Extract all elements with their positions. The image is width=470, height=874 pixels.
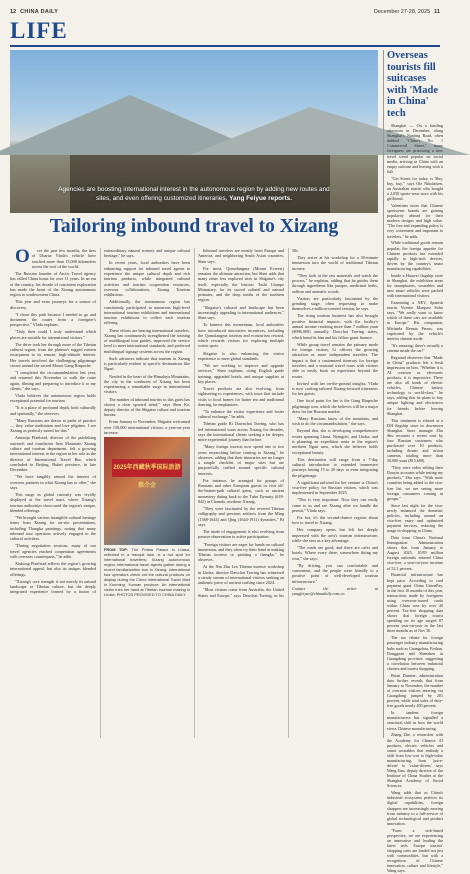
article-paragraph: The rising tourism business has also brought positive financial impacts, with the facility's annual income reaching more than 7 million yuan ($996,000) annually. Dawchai Tsering states, which benefits him and his fellow grant finance. — [292, 313, 378, 340]
page-number-left: 12 — [10, 9, 17, 15]
hero-photo — [10, 50, 378, 213]
page-number-right: 11 — [434, 9, 440, 15]
photo-credit: PHOTOS PROVIDED TO CHINA DAILY — [116, 591, 186, 597]
section-rule — [10, 45, 440, 47]
sidebar-paragraph: Since last night for the visa-newly enhanced the domestic policies, including around an visa-free entry and optimized payment services, reducing the usage in shopping in China. — [387, 502, 443, 534]
sidebar-paragraph: Data from China's National Immigration Administration shows that from January to August 2025, 10.89 million foreign nationals entered China visa-free, a year-on-year increase of 52.1 percent. — [387, 534, 443, 571]
hero-standfirst-text: Agencies are boosting international interest in the autonomous region by adding new routes and sites, and even offering customized itineraries, — [58, 186, 330, 202]
article-paragraph: "We are working to improve and upgrade services," Shen explains, citing English guide training, upgraded hotels, and unique supplies at key places. — [198, 362, 284, 384]
article-paragraph: The number of inbound tourists to this gates has shown a clear upward trend," says Shen Ke, deputy director of the Shigatse culture and tourism bureau. — [104, 396, 190, 418]
article-paragraph: Beyond that, she is developing comprehensive routes spanning Lhasa, Nyingchi, and Lhoka, and is planning an expedition route to the region's northern Ngari area, which she believes holds exceptional beauty. — [292, 428, 378, 455]
sidebar-paragraph: Valentines notes that Chinese sportswear brands are gaining popularity abroad for their modern designs and high value. "The free and expanding policy is very convenient and important to travelers," he adds. — [387, 203, 443, 239]
article-paragraph: Travel products are also evolving, from sightseeing to experiences, with tours that include visits to local homes for butter tea and traditional dancing, he emphasizes. — [198, 385, 284, 407]
article-paragraph: Vlada believes the autonomous region holds exceptional potential for tourism. — [10, 393, 96, 404]
photo-caption-label: FROM TOP: — [104, 547, 129, 553]
article-paragraph: "Xizang's core strength is not merely its natural landscape or Tibetan culture, but the deeply integrated experience formed by a fusion of extraordinary natural scenery and unique cultural heritage," he says. — [10, 248, 190, 595]
article-paragraph: Additionally, the autonomous region has consistently participated in numerous high-level international tourism exhibitions and international tourism exhibitions to collect each tourism offering. — [104, 299, 190, 326]
article-paragraph: For her, it's the second-chance regions about how to travel to Xizang. — [292, 515, 378, 526]
sidebar-paragraph: Wang adds that as China's industrial ecosystem perfects its digital capabilities, foreign shoppers are increasingly moving from industry to a full-service of global technological and product innovation. — [387, 790, 443, 826]
article-paragraph: For instance, he arranged for groups of Russians and other European guests to visit off-the-beaten-path cultural gems, such as ancient monastery dating back to the Tubo Dynasty (618-842) in Chamdo, northern Xizang. — [198, 477, 284, 505]
article-paragraph: The Russian founder of Arctic Travel agency has called China home for over 11 years. In an era of the country, his decade of consistent exploration has made the heart of the Xizang autonomous region to southwestern China. — [10, 270, 96, 298]
article-paragraph: A significant tailwind for her venture is China's visa-free policy for Russian visitors, which was implemented in September 2025. — [292, 479, 378, 496]
article-paragraph: "They were fascinated by the revered Tibetan calligraphy and precious artifacts from the Ming (1368-1644) and Qing (1644-1911) dynasties," Ri says. — [198, 506, 284, 528]
drop-cap: O — [15, 246, 30, 267]
article-paragraph: The mode of engagement is also evolving from passive observation to active participation. — [198, 529, 284, 540]
article-paragraph: "By driving, you can comfortable and convenient, and the people were friendly to a positive point of well-developed tourism infrastructure." — [292, 562, 378, 584]
hero-road-shape — [70, 155, 330, 213]
sidebar-article — [387, 50, 443, 874]
article-paragraph: "Many Russians are drawn to paths of practice — they value meditation and love pilgrims. I see Xizang as perfectly suited for this." — [10, 417, 96, 434]
article-paragraph: Inbound travelers are mostly from Europe and America, and neighboring South Asian countries, Shen says. — [198, 248, 284, 264]
article-paragraph: While group travel remains the primary mode for foreign visitors, Li officers the growing attraction as more independent travelers. The impact is that a customized itinerary for foreign travelers and a seasonal travel tours with visitors able to easily book an experience beyond the routes. — [292, 341, 378, 379]
article-paragraph: "We brought various intangible cultural heritage items from Xizang for on-site presentations, including Thangka paintings, noting that many inbound tour operators actively engaged in the cultural activities. — [10, 515, 96, 542]
sidebar-paragraph: While traditional goods remain popular, the foreign appetite for Chinese products has extended rapidly to high-tech devices, driven by the country's smart manufacturing capabilities. — [387, 240, 443, 271]
sidebar-paragraph: Examining a NEV, Spanish tourist Vicente Marquez Solar says, "We really want to know which of these cars are available in Europe." His companion, Michaela Renata Perras, was captivated by the vehicle's interior chrome mode. — [387, 300, 443, 341]
article-paragraph: Nestled in the heart of the Himalaya Mountains, the city in the southwest of Xizang has been experiencing a remarkable surge in international visitors. — [104, 373, 190, 395]
article-paragraph: "This is very important. Now they can easily come to us and see Xizang after we handle the permit," Vlada says. — [292, 497, 378, 513]
sidebar-paragraph: The tax rebate for foreign passenger industry manufacturing hubs such as Guangzhou, Foshan, Dongguan and Shenzhen in Guangdong province, suggesting a correlation between industrial clusters and tourist shopping. — [387, 635, 443, 671]
article-paragraph: From January to November, Shigatse welcomed over 150,000 international visitors, a year-on-year increase. — [104, 419, 190, 436]
hero-standfirst — [10, 186, 378, 203]
article-paragraph: "Many Russians know of the mountain, and wish to do the circumambulation," she says. — [292, 415, 378, 427]
sidebar-paragraph: "From a tech-based perspective, we are experiencing an innovative and leading the latest tech. Europe tourists' shopping carts are loaded not just with commodities, but with a recognition of Chinese innovation, culture and lifestyle," Wang says. — [387, 827, 443, 874]
article-paragraph: Shigatse is also enhancing the visitor experience to meet global standards. — [198, 350, 284, 361]
article-paragraph: In recent years, local authorities have been enhancing support for inbound travel agents to experience the unique cultural depth and rich tourism products, while integrated cultural activities and tourism cooperation resources, overseas collaborations, Xizang Tourism exhibitions. — [104, 260, 190, 298]
article-paragraph: Antonija Pfaelstad, director of the publishing outreach and translation firm Mountain Xizang culture and tourism department, felt a growing international interest in the region in her role as the director of International Travel Bur, which concluded in Beijing, Hubei province, in late December. — [10, 435, 96, 473]
sidebar-body — [387, 123, 443, 874]
article-paragraph: The drive took her through more of the Tibetan cultural region, from the plateau's rugged eastern escarpment to its remote, high-altitude interior. Her travels involved the challenging pilgrimage circuit around the sacred Mount Gang Rinpoche. — [10, 341, 96, 368]
sidebar-paragraph: Financial infrastructure has kept pace. According to card payment giant China UnionPay, in the first 10 months of this year, transactions made by foreigners using overseas-issued cards within China rose by over 40 percent. Tax-free shopping data shows that foreign tourist spending on its age surged 87 percent year-on-year in the last three months as of Nov 30. — [387, 572, 443, 634]
article-paragraph: Her company opens but left her deeply impressed with the area's tourism infrastructure, while she sees as a key advantage. — [292, 527, 378, 543]
sidebar-paragraph: "It's amazing; there's actually a cinema inside the car!" — [387, 342, 443, 353]
sidebar-paragraph: Shanghai — On a bustling afternoon in December, along Shanghai's Nanjing Road, often dubbed "China's No. 1 Commercial Street," many foreigners are practicing a new travel trend popular on social media, arriving in China with an empty suitcase and leaving with it full. — [387, 123, 443, 174]
sidebar-paragraph: "Get Stores for today, is 'Buy, buy, buy,'" says Ole Nikolaisen, an Australian tourist who bought a 2,050 sports-wear store with his girlfriend. — [387, 175, 443, 202]
sidebar-paragraph: Zhang Zhe, a researcher with the Academy for Chinese AI products, electric vehicles and smart wearables that embody a shift from low-cost to high-value manufacturing, from 'price-driven' to 'value-driven,' says Wang Jian, deputy director of the Institute of China Studies at the Shanghai Academy of Social Sciences. — [387, 732, 443, 789]
article-paragraph: Tibetan guide Ri Dawnchai Tsering, who has led international tours across Xizang for decades, says the international clients seeking a far deeper, more experiential journey than before. — [198, 421, 284, 443]
article-paragraph: "Shigatse's cultural and landscape has been increasingly appealing to international audiences," Shen says. — [198, 304, 284, 321]
article-paragraph: "Most visitors come from Australia, the United States and Europe," says Dawchai Tsering, in his 50s. — [198, 248, 299, 598]
sidebar-paragraph: This sentiment is echoed at a DJI flagship store in downtown Shanghai. Store manager Zhu Shu recounts a recent visit by four Russian customers who purchased over 10 products, including drones and action cameras, totaling more than 50,000 yuan ($15,600). — [387, 417, 443, 464]
page-header — [10, 6, 440, 18]
article-paragraph: They arrive at his workshop for a 30-minute immersion into the world of traditional Tibetan incense. — [292, 255, 378, 271]
photo-caption-text: The Potala Palace in Lhasa, reflected in a tranquil lake, is a hot spot for international travellers; Xizang autonomous region, international travel agents gather during a recent familiarization tour in Xizang; international tour operators check out the cultural products on display during the China International Travel Mart in Kunming, Yunnan province; An international visitor tries her hand at Tibetan incense making in Lhoka. — [104, 547, 190, 597]
article-paragraph: "It is a place of profound depth, both culturally and spiritually," she observes. — [10, 405, 96, 416]
article-paragraph: "To enhance the visitor experience and foster cultural exchange," he adds. — [198, 408, 284, 420]
article-paragraph: To harness this momentum, local authorities have introduced innovative incentives, including the Qomolangma tourism and ecotourism reward, which rewards visitors for exploring multiple scenic spots. — [198, 322, 284, 349]
publication-name: CHINA DAILY — [20, 9, 59, 15]
writer-contact: Contact the writer at yangfeiyue@chinadaily.com.cn — [292, 585, 378, 597]
article-paragraph: Invited with her on-the-ground insights, Vlada is now crafting tailored Xizang-focused itineraries for her guests. — [292, 380, 378, 397]
hero-byline: Yang Feiyue reports. — [229, 194, 292, 202]
article-paragraph: "Many foreign tourists now spend one to two years researching before coming to Xizang," he observes, adding that their itineraries are no longer a simple checklist of major sites but are purposefully crafted around specific cultural interests. — [198, 444, 284, 476]
photo-caption — [104, 548, 190, 597]
article-paragraph: Such advances indicate that tourism in Xizang is particularly evident in specific destinations like Ngari. — [104, 355, 190, 372]
article-paragraph: These efforts are bearing international travelers. Xizang has continuously strengthened the training of multilingual tour guides, improved the service level to meet international standards, and preferred multilingual signage systems across the region. — [104, 327, 190, 354]
article-paragraph: O ver the past few months, the tires of Ubaraa Vlada's vehicle have touched more than 15,000 kilometers across the roof of the world. — [10, 248, 96, 269]
sidebar-paragraph: In tandem, foreign manufacturers has signalled a structural shift in how the world views Chinese manufacturing. — [387, 710, 443, 731]
article-paragraph: "Foreign visitors are eager for hands-on cultural immersion, and they often try their hand at making Tibetan incense or painting a thangka," he observes. — [198, 541, 284, 563]
article-paragraph: For most, Qomolangma (Mount Everest) remains the ultimate attraction, but Shen adds that many other less explored sites in Shigatse's city itself, especially the historic Tashi Lhunpo Monastery, for its sacred cultural and natural primates, and the deep tombs of the northern region. — [198, 265, 284, 303]
article-body — [10, 248, 378, 738]
article-paragraph: Visitors are particularly fascinated by the grinding stage, often requesting to make themselves a million-scented version, he says. — [292, 295, 378, 312]
article-paragraph: "We have tangibly sensed the interest of overseas partners in what Xizang has to offer," she says. — [10, 474, 96, 490]
section-title: LIFE — [10, 18, 68, 43]
issue-date: December 27-28, 2025 — [373, 9, 431, 15]
column-divider — [383, 50, 384, 738]
inline-photo — [104, 437, 190, 545]
article-paragraph: "I chose this path because I needed to go and document the routes from a foreigner's perspective," Vlada explains. — [10, 311, 96, 328]
inline-photo-banner: 2025年西藏秋季国际旅游推介会 — [112, 459, 182, 477]
article-paragraph: "I completed the circumambulation last year, and returned this November to walk the route again, filming and preparing to introduce it to my clients," she says. — [10, 370, 96, 391]
article-paragraph: At the Nin Zhu Lin Tibetan incense workshop in Lhoka, director Dawchai Tsering has witnessed a steady stream of international visitors seeking an authentic piece of ancient crafting since 2024. — [198, 564, 284, 586]
sidebar-paragraph: Inside a Huawei flagship store in Shanghai, the exhibition areas for smartphones, wearables and new smart vehicles were packed with international visitors. — [387, 272, 443, 299]
article-paragraph: This year and extra journeys for a season of discovery. — [10, 299, 96, 310]
article-paragraph: One focal point for her is the Gang Rinpoche pilgrimage tour, which she believes will be a major draw for her Russian market. — [292, 398, 378, 414]
article-paragraph: Xiuhong Pfaelstad reflects the region's growing international appeal, but also its unique, blended offerings. — [10, 560, 96, 577]
sidebar-paragraph: Regional observers that "Made in China" products left a fresh impression on him. "Whether it is AI creation or electronic products, it is impressive. There are also all kinds of electric vehicles, Chinese battery technology is world-class," he says, adding that he plans to buy unique lighting and electronics for friends before leaving Shanghai. — [387, 354, 443, 416]
article-paragraph: "Only then could I truly understand which places are suitable for international visitors." — [10, 329, 96, 340]
article-paragraph: This surge in global curiosity was vividly displayed at the travel mart, where Xizang's tourism authorities showcased the region's unique, blended offerings. — [10, 492, 96, 513]
sidebar-paragraph: "They were video editing their Douyin accounts while testing my products," Zhu says. "With more countries being added to the visa-free list, we are seeing more foreign consumers coming in groups." — [387, 465, 443, 501]
main-headline: Tailoring inbound travel to Xizang — [49, 216, 339, 237]
article-paragraph: "During negotiation sessions, many of our travel agencies reached cooperation agreements with overseas counterparts," he adds. — [10, 543, 96, 559]
sidebar-paragraph: Brian Dunster, administration data further reveals that from January to November, the number of overseas visitors entering via Guangdong jumped by 201 percent, while total sales of duty-free goods nearly 450 percent. — [387, 672, 443, 709]
article-paragraph: "They look at the raw materials and watch the process," he explains, adding that he guides them through ingredients like juniper, medicinal herbs, saffron and aromatic woods. — [292, 272, 378, 294]
article-paragraph: "The roads are good, and there are cafes and hotels. Where every there, somewhere fitting my own," she says. — [292, 545, 378, 561]
sidebar-headline: Overseas tourists fill suitcases with 'Made in China' tech — [387, 50, 439, 119]
article-paragraph: This destination will range from a 7-day cultural introduction to extended immersive journeys lasting 15 to 20 days or even integrating the pilgrimage. — [292, 456, 378, 478]
